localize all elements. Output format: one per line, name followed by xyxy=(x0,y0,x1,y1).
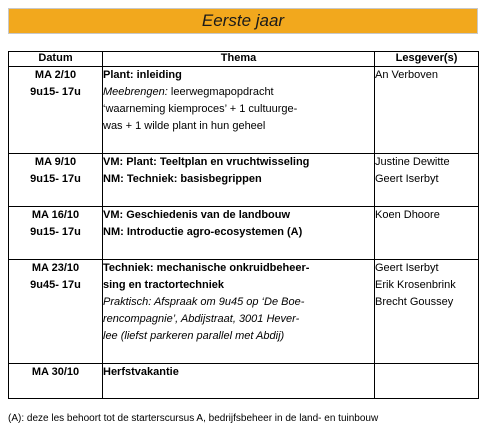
date-label: MA 2/10 xyxy=(34,69,77,81)
date-label: MA 9/10 xyxy=(34,156,77,168)
teacher-name: Koen Dhoore xyxy=(375,209,440,221)
theme-cell xyxy=(103,154,375,207)
teacher-cell xyxy=(375,260,479,364)
teacher-cell xyxy=(375,207,479,260)
theme-note-text: rencompagnie’, Abdijstraat, 3001 Hever- xyxy=(103,313,300,325)
theme-cell xyxy=(103,260,375,364)
theme-title: Techniek: mechanische onkruidbeheer- xyxy=(103,262,310,274)
teacher-name: Geert Iserbyt xyxy=(375,262,439,274)
theme-title: sing en tractortechniek xyxy=(103,279,225,291)
teacher-name: Erik Krosenbrink xyxy=(375,279,456,291)
date-label: MA 30/10 xyxy=(31,366,80,378)
column-header-thema: Thema xyxy=(103,52,375,67)
theme-note-text: Praktisch: Afspraak om 9u45 op ‘De Boe- xyxy=(103,296,305,308)
teacher-cell xyxy=(375,154,479,207)
theme-cell xyxy=(103,67,375,154)
time-label: 9u15- 17u xyxy=(30,86,81,98)
theme-cell xyxy=(103,207,375,260)
theme-title: Plant: inleiding xyxy=(103,69,182,81)
table-row xyxy=(9,67,479,154)
table-row xyxy=(9,207,479,260)
table-header-row xyxy=(9,52,479,67)
teacher-name: Brecht Goussey xyxy=(375,296,454,308)
footnote: (A): deze les behoort tot de starterscursus A, bedrijfsbeheer in de land- en tuinbouw xyxy=(8,413,379,424)
theme-note-text: was + 1 wilde plant in hun geheel xyxy=(103,120,266,132)
table-row xyxy=(9,260,479,364)
teacher-cell xyxy=(375,364,479,399)
theme-title: NM: Techniek: basisbegrippen xyxy=(103,173,262,185)
date-cell xyxy=(9,207,103,260)
title-banner xyxy=(8,8,478,34)
table-row xyxy=(9,154,479,207)
theme-note-text: leerwegmapopdracht xyxy=(167,86,274,98)
teacher-cell xyxy=(375,67,479,154)
date-cell xyxy=(9,154,103,207)
column-header-datum: Datum xyxy=(9,52,103,67)
teacher-name: Geert Iserbyt xyxy=(375,173,439,185)
date-cell xyxy=(9,67,103,154)
time-label: 9u15- 17u xyxy=(30,173,81,185)
date-cell xyxy=(9,260,103,364)
date-label: MA 16/10 xyxy=(31,209,80,221)
page-title: Eerste jaar xyxy=(201,11,285,30)
theme-note-lead: Meebrengen: xyxy=(103,86,168,98)
theme-title: VM: Geschiedenis van de landbouw xyxy=(103,209,291,221)
theme-title: VM: Plant: Teeltplan en vruchtwisseling xyxy=(103,156,310,168)
theme-title: NM: Introductie agro-ecosystemen (A) xyxy=(103,226,303,238)
time-label: 9u45- 17u xyxy=(30,279,81,291)
theme-note-text: ‘waarneming kiemproces’ + 1 cultuurge- xyxy=(103,103,298,115)
column-header-lesgever: Lesgever(s) xyxy=(375,52,479,67)
table-row xyxy=(9,364,479,399)
schedule-table xyxy=(8,51,479,399)
teacher-name: Justine Dewitte xyxy=(375,156,450,168)
theme-note-text: lee (liefst parkeren parallel met Abdij) xyxy=(103,330,285,342)
theme-title: Herfstvakantie xyxy=(103,366,179,378)
date-label: MA 23/10 xyxy=(31,262,80,274)
date-cell xyxy=(9,364,103,399)
time-label: 9u15- 17u xyxy=(30,226,81,238)
teacher-name: An Verboven xyxy=(375,69,438,81)
theme-cell xyxy=(103,364,375,399)
